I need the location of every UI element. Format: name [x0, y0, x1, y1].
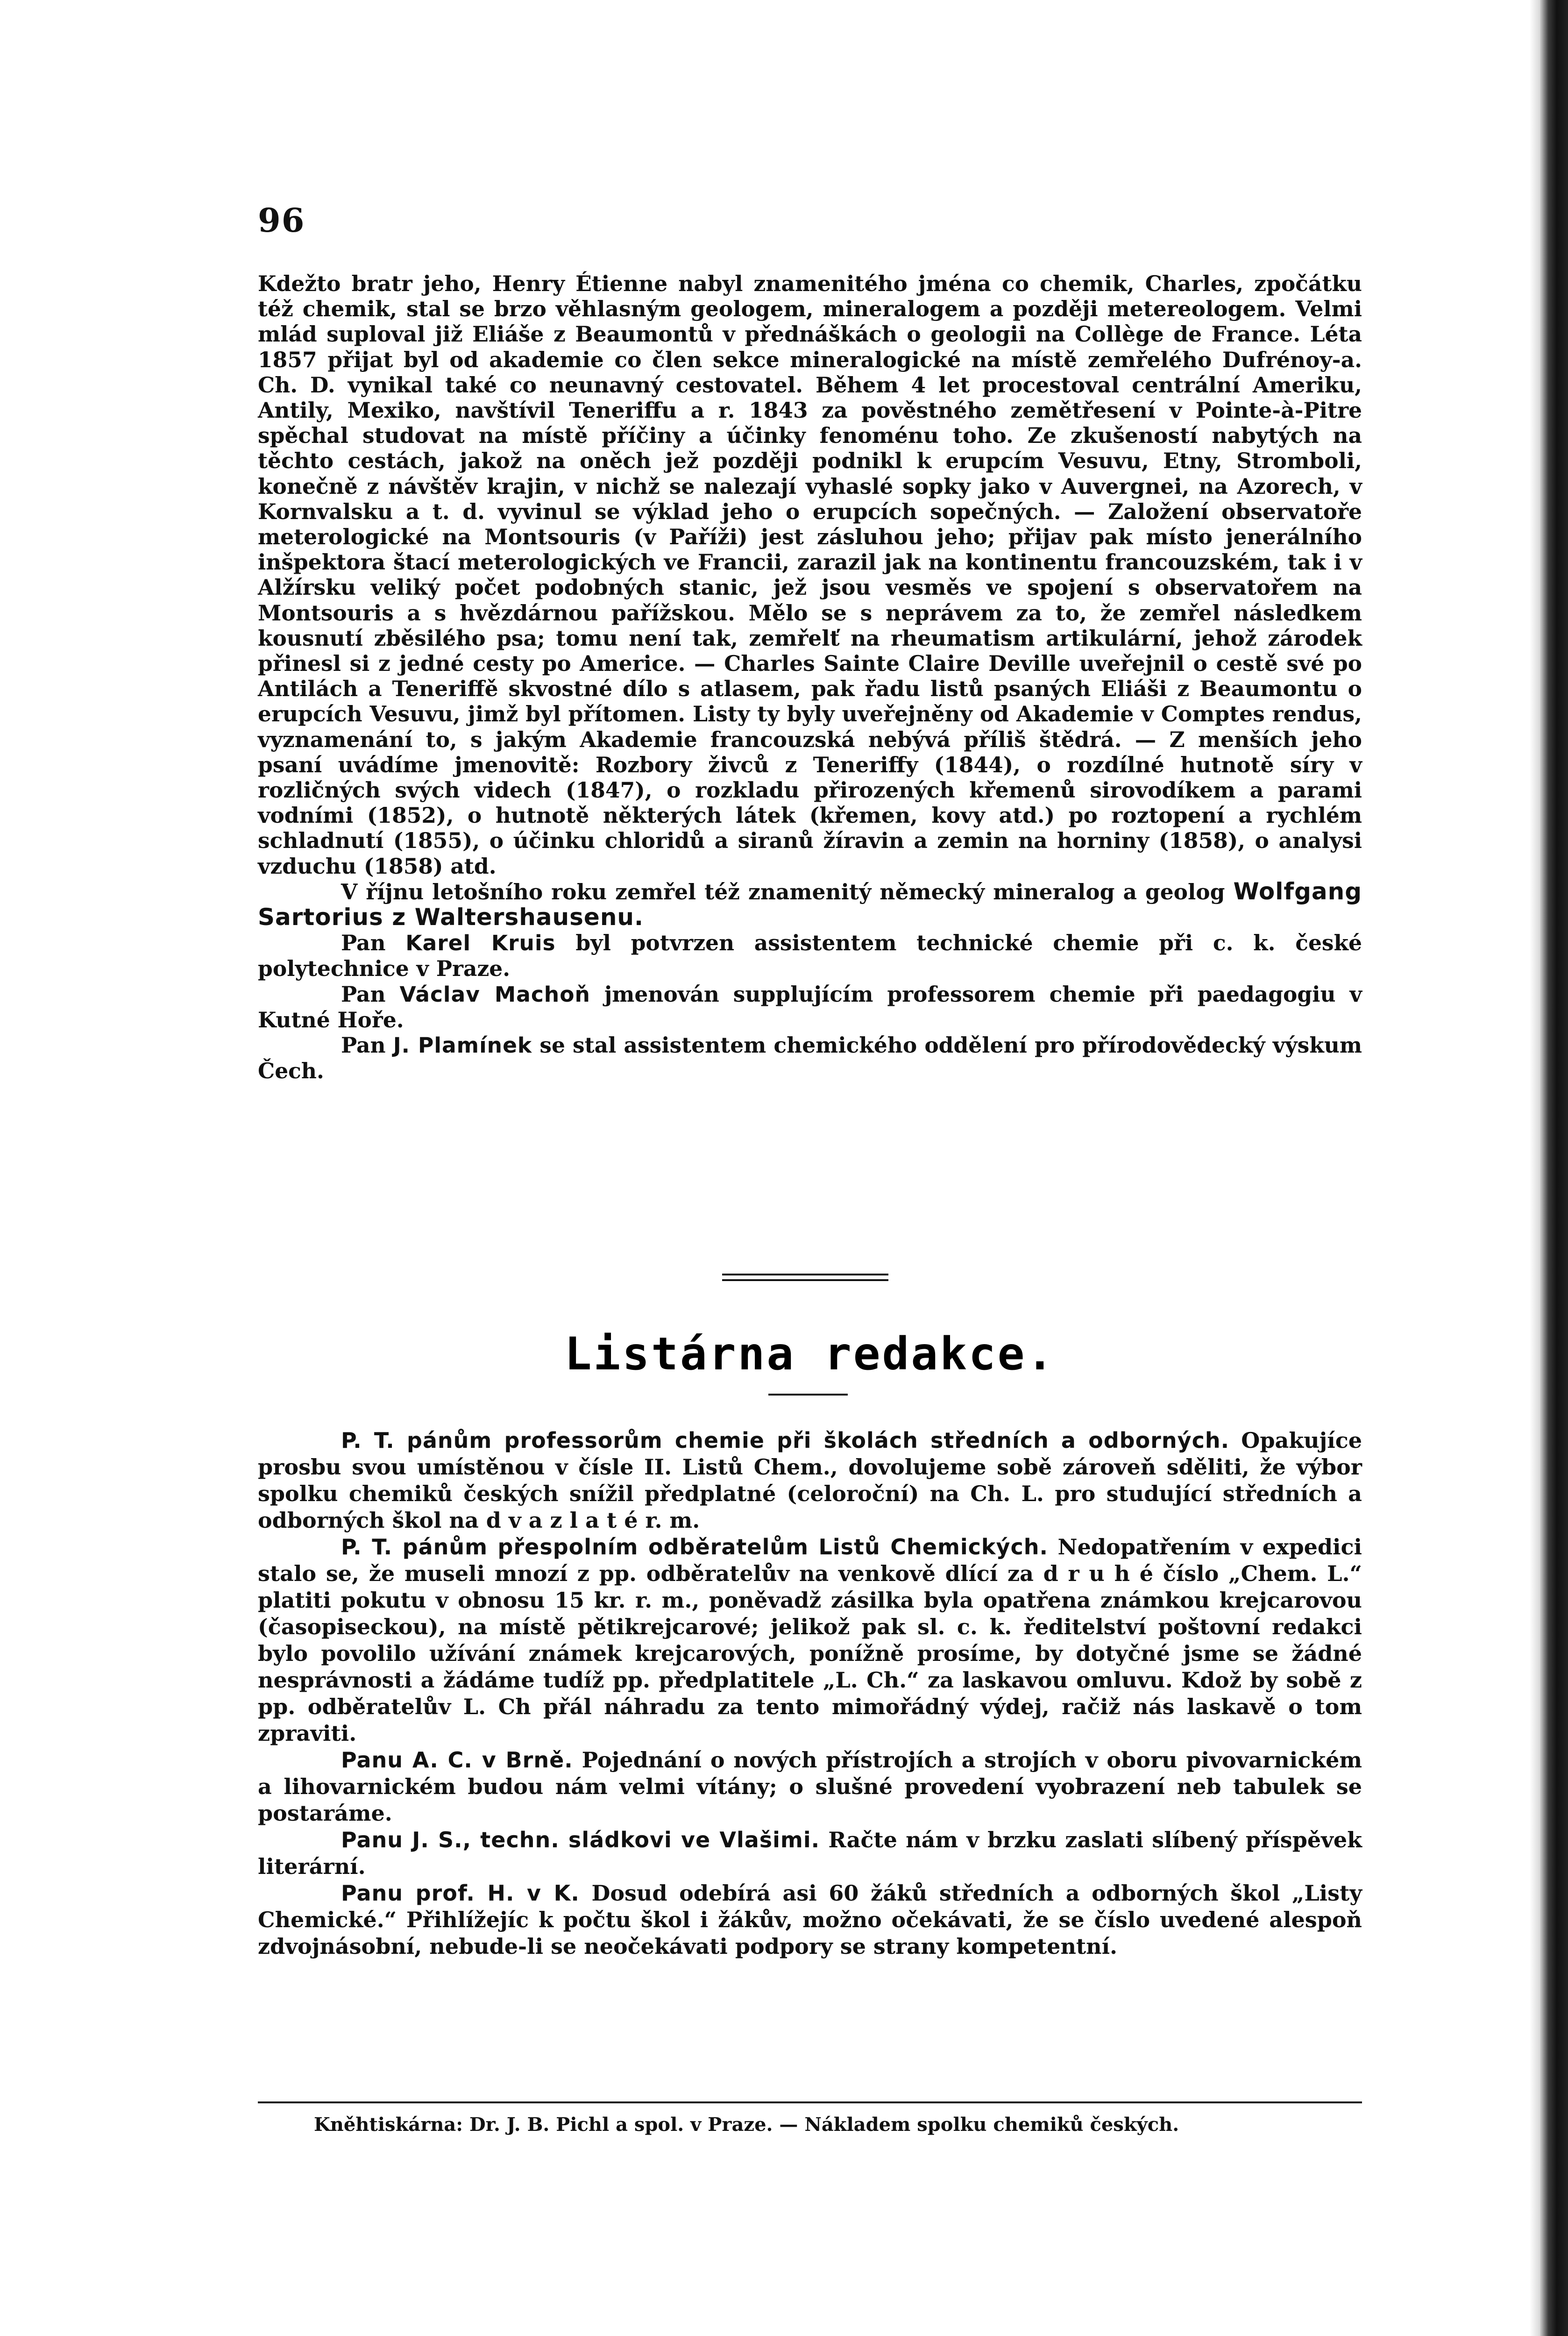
- letter-heading: P. T. pánům přespolním odběratelům Listů Chemických.: [341, 1534, 1048, 1560]
- letter-text: Opakujíce prosbu svou umístěnou v čísle II. Listů Chem., dovolujeme sobě zároveň sděliti, že výbor spolku chemiků českých snížil předplatné (celoroční) na Ch. L. pro studující středních a odborných škol na d v a z l a t é r. m.: [258, 1428, 1362, 1533]
- letter-professors: [258, 1427, 1362, 1534]
- paragraph-machon: [258, 982, 1362, 1033]
- document-page: [258, 0, 1362, 2336]
- letter-subscribers: [258, 1534, 1362, 1747]
- letter-brno: [258, 1747, 1362, 1827]
- printer-imprint: Kněhtiskárna: Dr. J. B. Pichl a spol. v Praze. — Nákladem spolku chemiků českých.: [314, 2114, 1179, 2136]
- paragraph-text: jmenován supplujícím professorem chemie při paedagogiu v Kutné Hoře.: [258, 981, 1362, 1033]
- letter-text: Pojednání o nových přístrojích a strojích v oboru pivovarnickém a lihovarnickém budou nám velmi vítány; o slušné provedení vyobrazení neb tabulek se postaráme.: [258, 1747, 1362, 1826]
- section-separator-single: [768, 1394, 848, 1396]
- paragraph-text: Pan: [341, 1033, 386, 1058]
- footer-rule: [258, 2101, 1362, 2103]
- person-name-plaminek: J. Plamínek: [393, 1033, 532, 1058]
- paragraph-plaminek: [258, 1033, 1362, 1083]
- article-body: [258, 271, 1362, 1084]
- letter-text: Nedopatřením v expedici stalo se, že museli mnozí z pp. odběratelův na venkově dlící za d r u h é číslo „Chem. L.“ platiti pokutu v obnosu 15 kr. r. m., poněvadž zásilka byla opatřena známkou krejcarovou (časopiseckou), na místě pětikrejcarové; jelikož pak sl. c. k. ředitelství poštovní redakci bylo povolilo užívání známek krejcarových, ponížně prosíme, by dotyčné jsme se žádné nesprávnosti a žádáme tudíž pp. předplatitele „L. Ch.“ za laskavou omluvu. Kdož by sobě z pp. odběratelův L. Ch přál náhradu za tento mimořádný výdej, račiž nás laskavě o tom zpraviti.: [258, 1534, 1362, 1746]
- paragraph-text: se stal assistentem chemického oddělení pro přírodovědecký výskum Čech.: [258, 1033, 1362, 1084]
- person-name-machon: Václav Machoň: [399, 982, 590, 1007]
- paragraph-kruis: [258, 930, 1362, 981]
- letter-heading: P. T. pánům professorům chemie při školách středních a odborných.: [341, 1428, 1230, 1453]
- letter-prof-hk: [258, 1880, 1362, 1960]
- person-name-sartorius: Wolfgang Sartorius z Waltershausenu.: [258, 877, 1362, 931]
- letters-to-editor: [258, 1427, 1362, 1960]
- letter-text: Dosud odebírá asi 60 žáků středních a odborných škol „Listy Chemické.“ Přihlížejíc k počtu škol i žákův, možno očekávati, že se číslo uvedené alespoň zdvojnásobní, nebude-li se neočekávati podpory se strany kompetentní.: [258, 1880, 1362, 1959]
- letter-heading: Panu prof. H. v K.: [341, 1880, 580, 1906]
- paragraph-deville: Kdežto bratr jeho, Henry Étienne nabyl znamenitého jména co chemik, Charles, zpočátku též chemik, stal se brzo věhlasným geologem, mineralogem a později metereologem. Velmi mlád suploval již Eliáše z Beaumontů v přednáškách o geologii na Collège de France. Léta 1857 přijat byl od akademie co člen sekce mineralogické na místě zemřelého Dufrénoy-a. Ch. D. vynikal také co neunavný cestovatel. Během 4 let procestoval centrální Ameriku, Antily, Mexiko, navštívil Teneriffu a r. 1843 za pověstného zemětřesení v Pointe-à-Pitre spěchal studovat na místě příčiny a účinky fenoménu toho. Ze zkušeností nabytých na těchto cestách, jakož na oněch jež později podnikl k erupcím Vesuvu, Etny, Stromboli, konečně z návštěv krajin, v nichž se nalezají vyhaslé sopky jako v Auvergnei, na Azorech, v Kornvalsku a t. d. vyvinul se výklad jeho o erupcích sopečných. — Založení observatoře meterologické na Montsouris (v Paříži) jest zásluhou jeho; přijav pak místo jenerálního inšpektora štací meterologických ve Francii, zarazil jak na kontinentu francouzském, tak i v Alžírsku veliký počet podobných stanic, jež jsou vesměs ve spojení s observatořem na Montsouris a s hvězdárnou pařížskou. Mělo se s neprávem za to, že zemřel následkem kousnutí zběsilého psa; tomu není tak, zemřelť na rheumatism artikulární, jehož zárodek přinesl si z jedné cesty po Americe. — Charles Sainte Claire Deville uveřejnil o cestě své po Antilách a Teneriffě skvostné dílo s atlasem, pak řadu listů psaných Eliáši z Beaumontu o erupcích Vesuvu, jimž byl přítomen. Listy ty byly uveřejněny od Akademie v Comptes rendus, vyznamenání to, s jakým Akademie francouzská nebývá příliš štědrá. — Z menších jeho psaní uvádíme jmenovitě: Rozbory živců z Teneriffy (1844), o rozdílné hutnotě síry v rozličných svých videch (1847), o rozkladu přirozených křemenů sirovodíkem a parami vodními (1852), o hutnotě některých látek (křemen, kovy atd.) po roztopení a rychlém schladnutí (1855), o účinku chloridů a siranů žíravin a zemin na horniny (1858), o analysi vzduchu (1858) atd.: [258, 271, 1362, 879]
- section-separator-double: [722, 1274, 888, 1281]
- scan-edge-shadow: [1540, 0, 1568, 2336]
- letter-vlasim: [258, 1827, 1362, 1880]
- paragraph-sartorius: [258, 879, 1362, 930]
- letter-heading: Panu J. S., techn. sládkovi ve Vlašimi.: [341, 1827, 820, 1852]
- person-name-kruis: Karel Kruis: [405, 931, 556, 956]
- letter-heading: Panu A. C. v Brně.: [341, 1747, 573, 1773]
- section-title: Listárna redakce.: [564, 1328, 1056, 1380]
- paragraph-text: byl potvrzen assistentem technické chemie při c. k. české polytechnice v Praze.: [258, 930, 1362, 982]
- letter-text: Račte nám v brzku zaslati slíbený příspěvek literární.: [258, 1827, 1362, 1879]
- paragraph-text: Pan: [341, 981, 386, 1007]
- paragraph-text: Pan: [341, 930, 386, 956]
- scan-edge-highlight: [1530, 0, 1540, 2336]
- paragraph-text: V říjnu letošního roku zemřel též znamenitý německý mineralog a geolog: [341, 879, 1225, 904]
- page-number: 96: [258, 201, 305, 240]
